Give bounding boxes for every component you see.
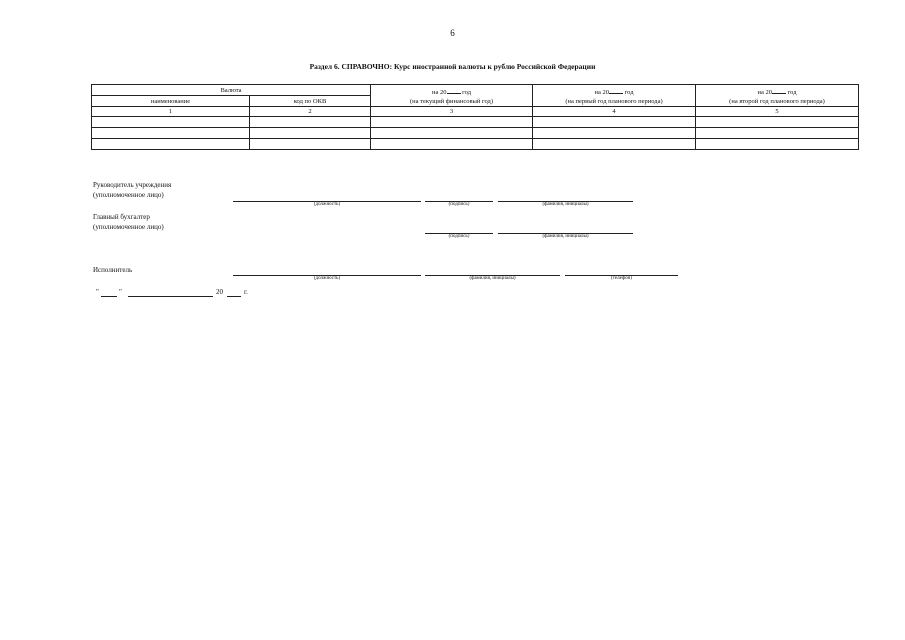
year-suffix: г. [244,288,248,296]
page-number: 6 [450,28,455,38]
cell[interactable] [371,139,533,150]
col-second-plan-year: на 20 год (на второй год планового периода) [696,85,859,107]
caption-name: (фамилия, инициалы) [542,234,589,239]
caption-signature: (подпись) [448,234,470,239]
cell[interactable] [92,139,250,150]
quote-open: " [96,288,99,296]
cell[interactable] [250,139,371,150]
head-label: Руководитель учреждения (уполномоченное лицо) [93,181,172,199]
column-number: 1 [92,107,250,117]
caption-signature: (подпись) [448,202,470,207]
cell[interactable] [696,128,859,139]
table-row [92,117,859,128]
day-blank[interactable] [101,296,117,297]
col-first-plan-year: на 20 год (на первый год планового периода) [533,85,696,107]
cell[interactable] [92,128,250,139]
cell[interactable] [533,128,696,139]
cell[interactable] [371,117,533,128]
column-number: 2 [250,107,371,117]
caption-phone: (телефон) [611,276,632,281]
col-okv-header: код по ОКВ [250,96,371,107]
cell[interactable] [250,117,371,128]
currency-header: Валюта [92,85,371,96]
cell[interactable] [533,139,696,150]
executor-label: Исполнитель [93,266,133,274]
section-title: Раздел 6. СПРАВОЧНО: Курс иностранной валюты к рублю Российской Федерации [309,62,596,71]
currency-rate-table [91,84,859,150]
table-row [92,139,859,150]
caption-name: (фамилия, инициалы) [542,202,589,207]
cell[interactable] [92,117,250,128]
column-number: 3 [371,107,533,117]
column-number: 4 [533,107,696,117]
caption-name: (фамилия, инициалы) [469,276,516,281]
cell[interactable] [371,128,533,139]
column-number: 5 [696,107,859,117]
cell[interactable] [533,117,696,128]
caption-position: (должность) [313,202,341,207]
caption-position: (должность) [313,276,341,281]
cell[interactable] [696,139,859,150]
quote-close: " [119,288,122,296]
date-line [96,287,256,299]
col-current-year: на 20 год (на текущий финансовый год) [371,85,533,107]
table-row [92,128,859,139]
cell[interactable] [696,117,859,128]
month-blank[interactable] [128,296,213,297]
year-blank[interactable] [227,296,241,297]
year-prefix: 20 [216,288,223,296]
cell[interactable] [250,128,371,139]
col-name-header: наименование [92,96,250,107]
accountant-label: Главный бухгалтер (уполномоченное лицо) [93,213,164,231]
